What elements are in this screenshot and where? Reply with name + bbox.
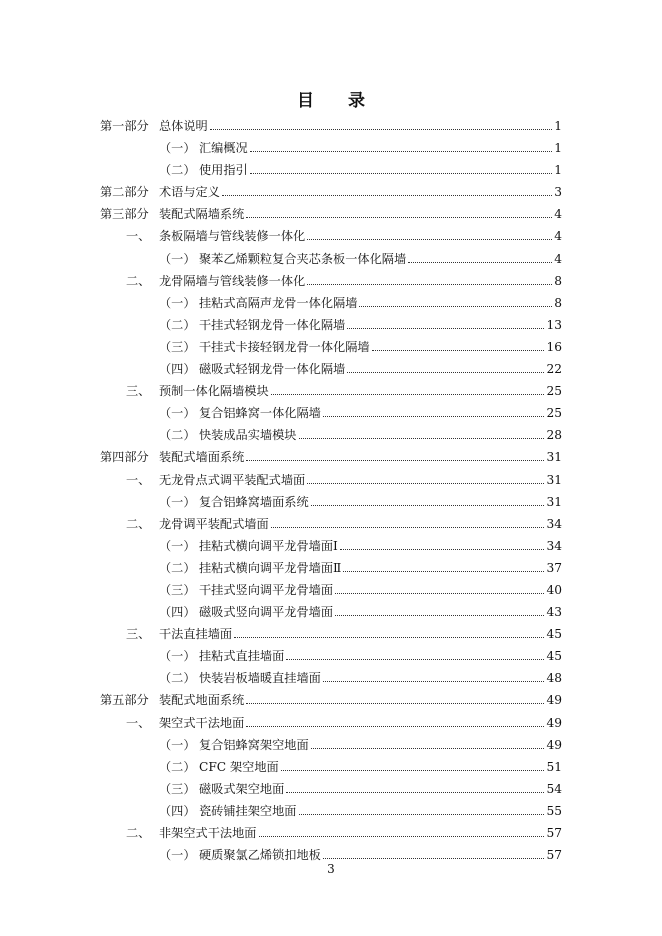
page-title: 目 录 [297,91,379,111]
toc-entry[interactable] [100,358,562,380]
toc-entry-number: （二） [159,163,196,178]
toc-entry-title: 非架空式干法地面 [159,826,257,840]
dot-leader [299,438,545,439]
dot-leader [307,483,544,484]
dot-leader [246,726,544,727]
toc-entry-page: 4 [554,229,562,244]
toc-entry[interactable] [100,689,562,711]
toc-entry-page: 8 [554,295,562,310]
dot-leader [323,858,545,859]
toc-entry-title: 干挂式竖向调平龙骨墙面 [199,582,334,597]
toc-entry-page: 3 [554,185,562,200]
toc-entry-number: （四） [159,605,196,620]
toc-entry-page: 22 [546,362,562,377]
toc-entry[interactable] [100,159,562,181]
toc-entry[interactable] [100,756,562,778]
toc-entry[interactable] [100,469,562,491]
dot-leader [222,195,552,196]
toc-entry-page: 1 [554,141,562,156]
toc-entry-number: 三、 [126,384,151,399]
toc-entry-title: 干挂式卡接轻钢龙骨一体化隔墙 [199,339,370,354]
toc-entry-page: 54 [546,781,562,796]
toc-entry[interactable] [100,181,562,203]
toc-entry-page: 25 [546,384,562,399]
toc-entry-number: 第五部分 [100,693,149,708]
dot-leader [372,350,545,351]
toc-entry-page: 40 [546,582,562,597]
toc-entry-page: 34 [546,538,562,553]
toc-entry-title: 挂粘式横向调平龙骨墙面Ⅰ [199,538,338,553]
toc-entry-page: 48 [546,671,562,686]
toc-entry-number: 一、 [126,229,151,244]
toc-entry-number: （一） [159,737,196,752]
toc-entry[interactable] [100,225,562,247]
toc-entry[interactable] [100,314,562,336]
toc-entry[interactable] [100,645,562,667]
toc-entry-number: （二） [159,671,196,686]
toc-entry-page: 31 [546,494,562,509]
toc-entry[interactable] [100,380,562,402]
toc-entry-page: 51 [546,759,562,774]
toc-entry-page: 25 [546,406,562,421]
toc-entry-title: 挂粘式横向调平龙骨墙面Ⅱ [199,560,342,575]
toc-entry[interactable] [100,248,562,270]
toc-entry-title: 汇编概况 [199,141,248,156]
toc-entry[interactable] [100,513,562,535]
toc-entry-number: 第四部分 [100,450,149,465]
toc-entry[interactable] [100,535,562,557]
toc-entry[interactable] [100,491,562,513]
toc-entry-number: 二、 [126,516,151,531]
dot-leader [234,637,544,638]
toc-entry-number: （一） [159,494,196,509]
toc-entry-title: 无龙骨点式调平装配式墙面 [159,472,306,487]
toc-entry-title: 快装成品实墙模块 [199,428,297,443]
toc-entry-title: 预制一体化隔墙模块 [159,384,269,399]
dot-leader [323,681,545,682]
toc-entry-number: （一） [159,251,196,266]
toc-entry-number: （一） [159,538,196,553]
toc-entry-page: 4 [554,207,562,222]
toc-entry-number: 二、 [126,273,151,288]
toc-entry-page: 57 [546,826,562,840]
toc-entry-page: 57 [546,848,562,863]
dot-leader [311,505,545,506]
dot-leader [250,151,552,152]
toc-entry-page: 1 [554,163,562,178]
page-number: 3 [327,862,335,876]
toc-entry-page: 4 [554,251,562,266]
toc-entry[interactable] [100,292,562,314]
toc-entry-title: 硬质聚氯乙烯锁扣地板 [199,848,321,863]
toc-entry-page: 13 [546,317,562,332]
toc-entry-title: 装配式隔墙系统 [159,207,245,222]
dot-leader [286,792,544,793]
toc-entry[interactable] [100,137,562,159]
toc-entry-page: 28 [546,428,562,443]
toc-entry[interactable] [100,623,562,645]
toc-entry-number: 一、 [126,715,151,730]
toc-entry-title: 挂粘式高隔声龙骨一体化隔墙 [199,295,358,310]
toc-entry-number: （三） [159,339,196,354]
toc-entry-number: （二） [159,560,196,575]
toc-entry-number: （二） [159,317,196,332]
toc-entry-number: 第三部分 [100,207,149,222]
dot-leader [246,217,552,218]
toc-entry-title: 挂粘式直挂墙面 [199,649,285,664]
toc-entry-page: 34 [546,516,562,531]
dot-leader [335,615,544,616]
toc-entry-number: 第一部分 [100,119,149,133]
dot-leader [271,394,545,395]
toc-entry-page: 43 [546,605,562,620]
toc-entry-page: 31 [546,450,562,465]
dot-leader [343,571,544,572]
dot-leader [307,284,552,285]
toc-entry-title: 快装岩板墙暖直挂墙面 [199,671,321,686]
toc-entry-page: 31 [546,472,562,487]
toc-entry-title: 聚苯乙烯颗粒复合夹芯条板一体化隔墙 [199,251,407,266]
toc-entry-number: （二） [159,759,196,774]
dot-leader [408,262,552,263]
toc-entry-title: 装配式地面系统 [159,693,245,708]
toc-entry[interactable] [100,579,562,601]
toc-entry-page: 8 [554,273,562,288]
toc-entry[interactable] [100,800,562,822]
toc-entry[interactable] [100,601,562,623]
toc-entry[interactable] [100,115,562,137]
toc-entry-number: （一） [159,295,196,310]
toc-entry-title: 复合铝蜂窝架空地面 [199,737,309,752]
toc-entry-page: 1 [554,119,562,133]
toc-entry[interactable] [100,822,562,844]
toc-entry-title: CFC 架空地面 [199,759,279,774]
toc-entry-title: 使用指引 [199,163,248,178]
dot-leader [307,239,552,240]
toc-entry-title: 术语与定义 [159,185,220,200]
dot-leader [359,306,552,307]
toc-entry[interactable] [100,203,562,225]
dot-leader [281,770,545,771]
toc-entry[interactable] [100,712,562,734]
dot-leader [299,814,545,815]
dot-leader [335,593,544,594]
toc-entry-title: 龙骨调平装配式墙面 [159,516,269,531]
toc-entry-title: 复合铝蜂窝一体化隔墙 [199,406,321,421]
toc-entry-page: 45 [546,649,562,664]
dot-leader [347,328,544,329]
toc-entry-number: 二、 [126,826,151,840]
toc-entry-title: 总体说明 [159,119,208,133]
dot-leader [259,836,545,837]
toc-entry-title: 磁吸式轻钢龙骨一体化隔墙 [199,362,346,377]
toc-entry-title: 磁吸式竖向调平龙骨墙面 [199,605,334,620]
toc-entry-number: （一） [159,141,196,156]
dot-leader [286,659,544,660]
toc-entry[interactable] [100,557,562,579]
dot-leader [347,372,544,373]
dot-leader [323,416,545,417]
toc-entry-page: 37 [546,560,562,575]
toc-entry-page: 55 [546,803,562,818]
dot-leader [311,748,545,749]
dot-leader [250,173,552,174]
toc-entry-number: 一、 [126,472,151,487]
toc-entry-title: 架空式干法地面 [159,715,245,730]
toc-entry[interactable] [100,446,562,468]
dot-leader [271,527,545,528]
toc-entry-number: （三） [159,781,196,796]
toc-entry[interactable] [100,270,562,292]
toc-entry-page: 49 [546,693,562,708]
toc-entry-page: 49 [546,737,562,752]
dot-leader [246,460,544,461]
toc-entry-title: 瓷砖铺挂架空地面 [199,803,297,818]
toc-entry-number: （一） [159,406,196,421]
toc-entry[interactable] [100,402,562,424]
toc-entry[interactable] [100,667,562,689]
toc-entry-page: 49 [546,715,562,730]
toc-entry-title: 装配式墙面系统 [159,450,245,465]
table-of-contents [100,115,562,866]
toc-entry[interactable] [100,778,562,800]
toc-entry-number: 第二部分 [100,185,149,200]
toc-entry-number: （二） [159,428,196,443]
toc-entry-title: 干挂式轻钢龙骨一体化隔墙 [199,317,346,332]
toc-entry[interactable] [100,734,562,756]
toc-entry-page: 16 [546,339,562,354]
toc-entry-number: （一） [159,848,196,863]
dot-leader [210,129,552,130]
toc-entry[interactable] [100,336,562,358]
toc-entry-number: （三） [159,582,196,597]
toc-entry-title: 复合铝蜂窝墙面系统 [199,494,309,509]
dot-leader [340,549,545,550]
toc-entry-title: 龙骨隔墙与管线装修一体化 [159,273,306,288]
toc-entry[interactable] [100,424,562,446]
toc-entry-title: 磁吸式架空地面 [199,781,285,796]
dot-leader [246,703,544,704]
toc-entry-number: （四） [159,803,196,818]
toc-entry-number: （一） [159,649,196,664]
toc-entry-page: 45 [546,627,562,642]
toc-entry-title: 干法直挂墙面 [159,627,233,642]
toc-entry-number: 三、 [126,627,151,642]
toc-entry-number: （四） [159,362,196,377]
toc-entry-title: 条板隔墙与管线装修一体化 [159,229,306,244]
